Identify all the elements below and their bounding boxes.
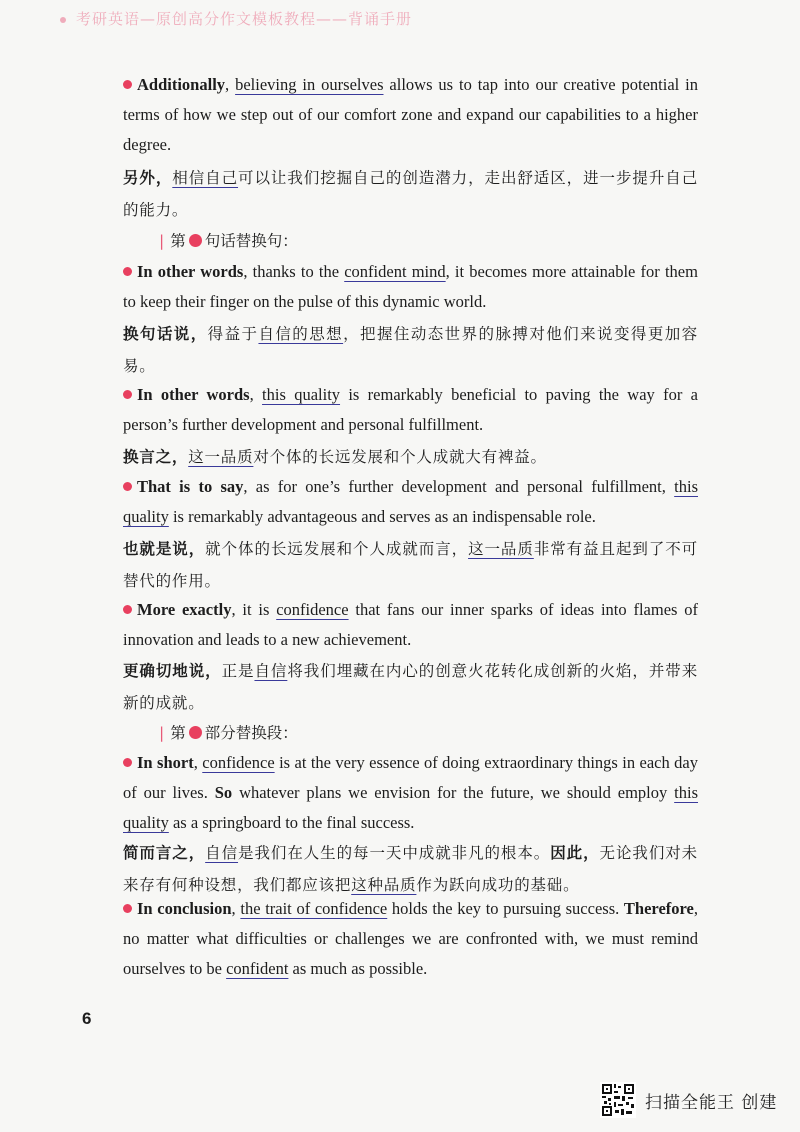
- lead-phrase: 简而言之，: [123, 844, 206, 862]
- paragraph-cn-6: [123, 837, 698, 901]
- bold-connector: 因此，: [550, 844, 600, 862]
- number-circle-icon: [189, 726, 202, 739]
- text: 将我们埋藏在内心的创意火花转化成创新的火焰，并带来新的成就。: [123, 662, 698, 712]
- underlined-phrase: confident: [226, 959, 289, 978]
- qr-code-icon: [600, 1082, 636, 1118]
- scanner-label: 扫描全能王 创建: [645, 1093, 778, 1113]
- section-bar: |: [159, 724, 165, 742]
- text: ,: [225, 75, 236, 94]
- bullet-icon: [123, 80, 132, 89]
- paragraph-cn-5: [123, 655, 698, 719]
- text: is remarkably beneficial to paving the way for a person’s further development and personal fulfillment.: [123, 385, 698, 434]
- text: 正是: [221, 662, 255, 680]
- paragraph-en-7: [123, 894, 698, 984]
- header-title: 考研英语—原创高分作文模板教程——背诵手册: [76, 10, 413, 28]
- text: 无论我们对未来存有何种设想，我们都应该把: [123, 844, 698, 894]
- bold-connector: Therefore: [623, 899, 694, 918]
- text: ,: [193, 753, 203, 772]
- text: , thanks to the: [243, 262, 345, 281]
- underlined-phrase: this quality: [123, 477, 698, 526]
- text: , no matter what difficulties or challenges we are confronted with, we must remind ourselves to be: [123, 899, 698, 978]
- text: , as for one’s further development and personal fulfillment,: [243, 477, 675, 496]
- lead-phrase: That is to say: [137, 477, 244, 496]
- section-pre: 第: [170, 724, 186, 742]
- number-circle-icon: [189, 234, 202, 247]
- bullet-icon: [123, 482, 132, 491]
- text: ，把握住动态世界的脉搏对他们来说变得更加容易。: [123, 325, 698, 375]
- lead-phrase: In conclusion: [137, 899, 232, 918]
- bullet-icon: [123, 758, 132, 767]
- bullet-icon: [123, 904, 132, 913]
- text: 作为跃向成功的基础。: [416, 876, 580, 894]
- paragraph-en-6: [123, 748, 698, 838]
- paragraph-cn-2: [123, 318, 698, 382]
- text: whatever plans we envision for the future, we should employ: [232, 783, 675, 802]
- text: that fans our inner sparks of ideas into flames of innovation and leads to a new achievement.: [123, 600, 698, 649]
- underlined-phrase: this quality: [262, 385, 341, 404]
- section-heading-1: [159, 229, 298, 251]
- text: allows us to tap into our creative potential in terms of how we step out of our comfort zone and expand our capabilities to a higher degree.: [123, 75, 699, 154]
- lead-phrase: 换句话说，: [123, 325, 208, 343]
- lead-phrase: Additionally: [137, 75, 226, 94]
- text: 对个体的长远发展和个人成就大有裨益。: [253, 448, 547, 466]
- section-bar: |: [159, 232, 165, 250]
- text: 就个体的长远发展和个人成就而言，: [205, 540, 469, 558]
- paragraph-en-1: [123, 70, 698, 160]
- underlined-phrase: 这一品质: [468, 540, 534, 558]
- text: 得益于: [207, 325, 259, 343]
- section-pre: 第: [170, 232, 186, 250]
- lead-phrase: In other words: [137, 385, 250, 404]
- text: , it is: [231, 600, 277, 619]
- text: is remarkably advantageous and serves as an indispensable role.: [168, 507, 596, 526]
- underlined-phrase: confidence: [202, 753, 275, 772]
- paragraph-cn-1: [123, 162, 698, 226]
- text: holds the key to pursuing success.: [387, 899, 624, 918]
- text: as much as possible.: [288, 959, 428, 978]
- paragraph-en-4: [123, 472, 698, 532]
- underlined-phrase: the trait of confidence: [240, 899, 388, 918]
- section-post: 句话替换句：: [204, 232, 298, 250]
- underlined-phrase: 自信的思想: [258, 325, 344, 343]
- running-header: [60, 8, 412, 29]
- text: 是我们在人生的每一天中成就非凡的根本。: [238, 844, 551, 862]
- paragraph-cn-3: [123, 441, 698, 473]
- section-heading-2: [159, 721, 298, 743]
- underlined-phrase: 相信自己: [172, 169, 239, 187]
- text: 非常有益且起到了不可替代的作用。: [123, 540, 698, 590]
- lead-phrase: 更确切地说，: [123, 662, 222, 680]
- underlined-phrase: believing in ourselves: [235, 75, 384, 94]
- bold-connector: So: [214, 783, 233, 802]
- bullet-icon: [123, 267, 132, 276]
- underlined-phrase: this quality: [123, 783, 699, 832]
- lead-phrase: More exactly: [137, 600, 232, 619]
- bullet-icon: [123, 390, 132, 399]
- page-number: 6: [82, 1009, 92, 1028]
- underlined-phrase: 这种品质: [351, 876, 417, 894]
- lead-phrase: 另外，: [123, 169, 173, 187]
- text: ,: [249, 385, 263, 404]
- text: ,: [231, 899, 241, 918]
- lead-phrase: 也就是说，: [123, 540, 206, 558]
- underlined-phrase: 自信: [254, 662, 288, 680]
- lead-phrase: In other words: [137, 262, 244, 281]
- section-post: 部分替换段：: [204, 724, 298, 742]
- lead-phrase: 换言之，: [123, 448, 189, 466]
- underlined-phrase: confidence: [276, 600, 349, 619]
- lead-phrase: In short: [137, 753, 194, 772]
- underlined-phrase: confident mind: [344, 262, 446, 281]
- paragraph-en-2: [123, 257, 698, 317]
- paragraph-en-5: [123, 595, 698, 655]
- bullet-icon: [123, 605, 132, 614]
- text: is at the very essence of doing extraordinary things in each day of our lives.: [123, 753, 699, 802]
- text: 可以让我们挖掘自己的创造潜力，走出舒适区，进一步提升自己的能力。: [123, 169, 698, 219]
- text: , it becomes more attainable for them to keep their finger on the pulse of this dynamic world.: [123, 262, 698, 311]
- text: as a springboard to the final success.: [168, 813, 415, 832]
- paragraph-en-3: [123, 380, 698, 440]
- underlined-phrase: 这一品质: [188, 448, 254, 466]
- underlined-phrase: 自信: [205, 844, 239, 862]
- header-dot-icon: [60, 17, 66, 23]
- paragraph-cn-4: [123, 533, 698, 597]
